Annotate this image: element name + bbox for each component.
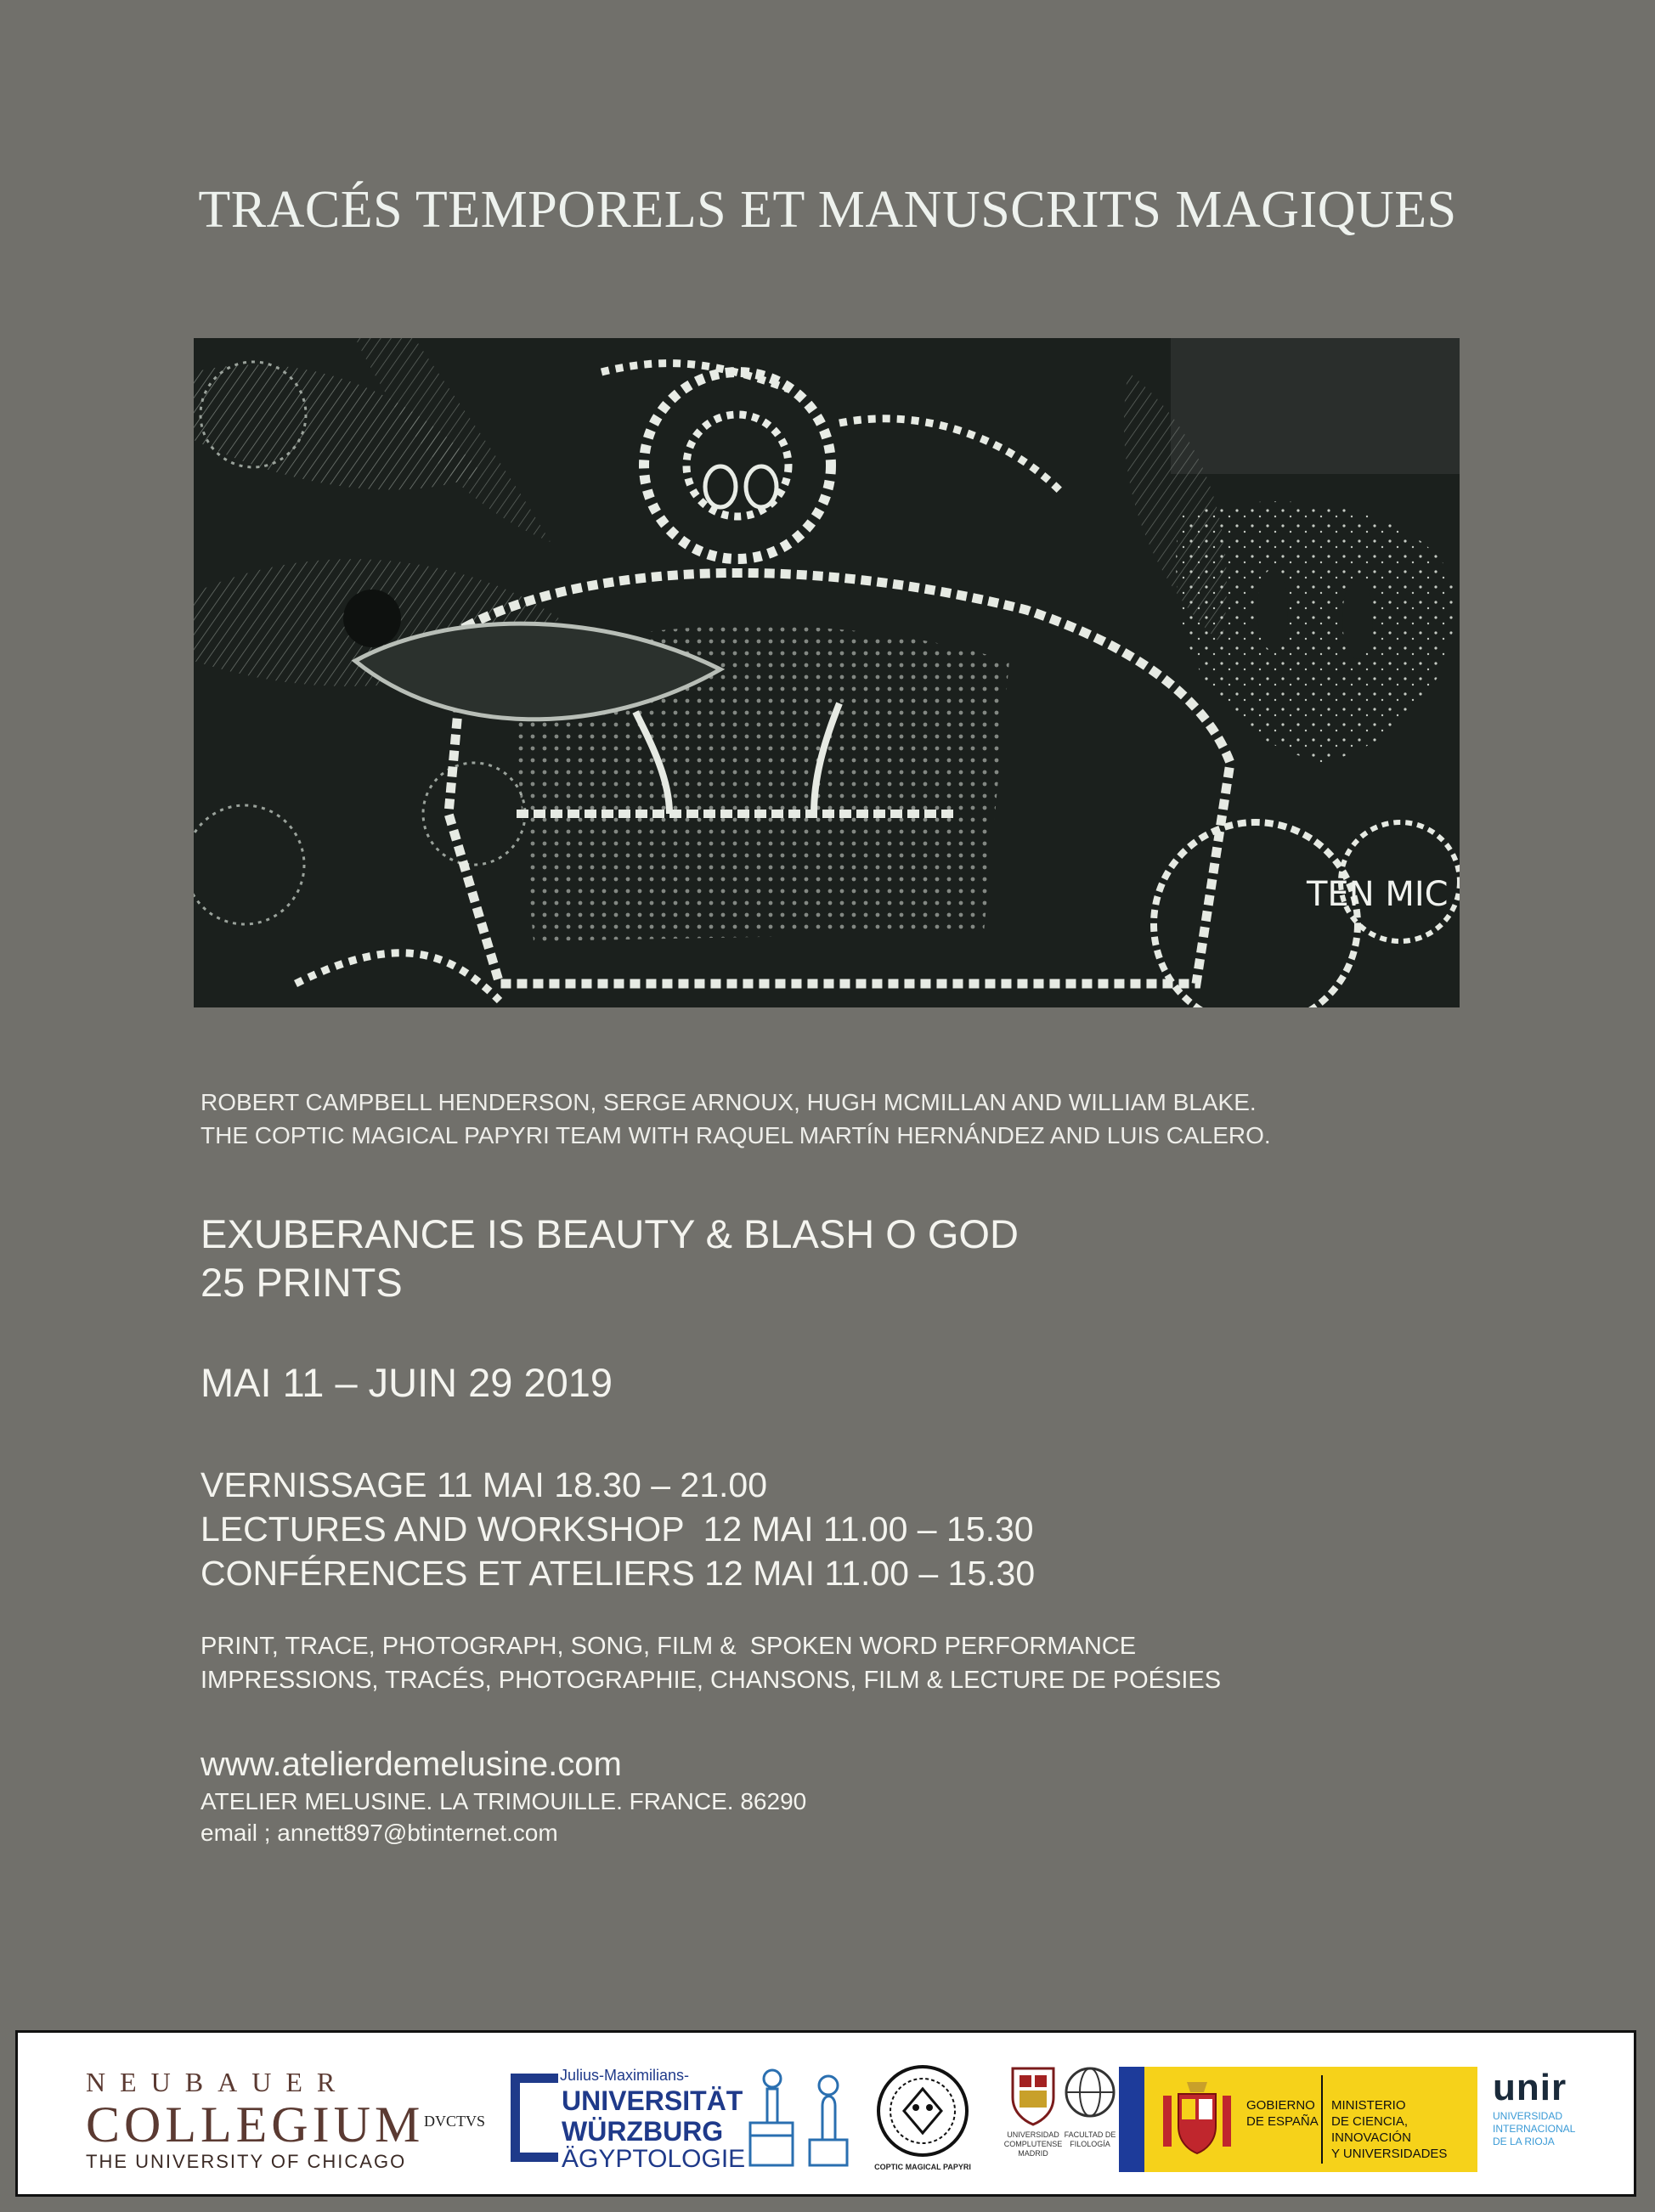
media-line-en: PRINT, TRACE, PHOTOGRAPH, SONG, FILM & SPOKEN WORD PERFORMANCE — [201, 1633, 1137, 1660]
wurzburg-bracket-icon — [511, 2074, 558, 2162]
ministerio-line-1: MINISTERIO — [1331, 2098, 1406, 2113]
credits-line-2: THE COPTIC MAGICAL PAPYRI TEAM WITH RAQUEL MARTÍN HERNÁNDEZ AND LUIS CALERO. — [201, 1122, 1271, 1148]
ucm-line-1: UNIVERSIDAD — [1007, 2130, 1059, 2139]
sponsor-logos — [15, 2030, 1636, 2197]
filologia-line-1: FACULTAD DE — [1064, 2130, 1116, 2139]
media-line-fr: IMPRESSIONS, TRACÉS, PHOTOGRAPHIE, CHANSONS, FILM & LECTURE DE POÉSIES — [201, 1667, 1222, 1694]
unir-line-1: UNIVERSIDAD — [1493, 2110, 1563, 2122]
artwork-print — [194, 338, 1460, 1007]
artwork-caption-text: TEN MIC — [1307, 875, 1449, 914]
show-title: EXUBERANCE IS BEAUTY & BLASH O GOD — [201, 1211, 1019, 1256]
ucm-line-2: COMPLUTENSE — [1003, 2140, 1063, 2148]
filologia-line-2: FILOLOGÍA — [1070, 2140, 1110, 2148]
show-subtitle: 25 PRINTS — [201, 1260, 403, 1305]
media-list — [201, 1629, 1221, 1697]
ministerio-line-3: Y UNIVERSIDADES — [1331, 2147, 1448, 2161]
unir-line-2: INTERNACIONAL — [1493, 2123, 1576, 2135]
ministerio-line-2: DE CIENCIA, INNOVACIÓN — [1331, 2114, 1411, 2145]
unir-logo — [1493, 2067, 1620, 2172]
gobierno-left-text — [1246, 2097, 1319, 2130]
ministerio-text — [1331, 2097, 1477, 2162]
wurzburg-line-2: UNIVERSITÄT — [562, 2085, 743, 2116]
gobierno-left-1: GOBIERNO — [1246, 2098, 1315, 2113]
unir-line-3: DE LA RIOJA — [1493, 2136, 1555, 2147]
wurzburg-line-1: Julius-Maximilians- — [560, 2067, 690, 2084]
website-link[interactable]: www.atelierdemelusine.com — [201, 1746, 622, 1783]
coptic-seal-icon — [875, 2063, 970, 2158]
coptic-label: COPTIC MAGICAL PAPYRI — [874, 2163, 971, 2171]
exhibition-dates: MAI 11 – JUIN 29 2019 — [201, 1360, 613, 1405]
neubauer-bottom: THE UNIVERSITY OF CHICAGO — [86, 2151, 407, 2172]
event-schedule — [201, 1463, 1035, 1595]
gobierno-left-2: DE ESPAÑA — [1246, 2114, 1319, 2129]
exhibition-name — [201, 1210, 1019, 1306]
filologia-globe-icon — [1063, 2063, 1117, 2126]
wurzburg-line-4: ÄGYPTOLOGIE — [562, 2145, 746, 2173]
artwork-illustration — [194, 338, 1460, 1007]
contact-info — [201, 1743, 806, 1848]
artist-credits — [201, 1086, 1271, 1152]
neubauer-top: NEUBAUER — [86, 2067, 350, 2097]
neubauer-mid: COLLEGIUM — [86, 2096, 425, 2153]
dvctvs-mark: DVCTVS — [424, 2113, 486, 2130]
wurzburg-line-3: WÜRZBURG — [562, 2116, 724, 2147]
gobierno-divider — [1321, 2075, 1323, 2164]
event-lectures: LECTURES AND WORKSHOP 12 MAI 11.00 – 15.30 — [201, 1509, 1034, 1549]
poster-title: TRACÉS TEMPORELS ET MANUSCRITS MAGIQUES — [198, 181, 1457, 239]
eu-flag-icon — [1119, 2067, 1144, 2172]
ucm-line-3: MADRID — [1018, 2149, 1048, 2158]
spain-coat-of-arms-icon — [1156, 2079, 1238, 2160]
wurzburg-logo — [511, 2067, 746, 2175]
credits-line-1: ROBERT CAMPBELL HENDERSON, SERGE ARNOUX, HUGH MCMILLAN AND WILLIAM BLAKE. — [201, 1089, 1257, 1115]
address: ATELIER MELUSINE. LA TRIMOUILLE. FRANCE. 86290 — [201, 1788, 807, 1814]
coptic-magical-papyri-logo — [867, 2063, 978, 2182]
egyptian-figures-icon — [742, 2055, 861, 2182]
event-vernissage: VERNISSAGE 11 MAI 18.30 – 21.00 — [201, 1465, 767, 1504]
gobierno-espana-logo — [1119, 2067, 1477, 2172]
event-conferences: CONFÉRENCES ET ATELIERS 12 MAI 11.00 – 15.30 — [201, 1554, 1036, 1593]
unir-wordmark: unir — [1493, 2067, 1567, 2108]
email-address[interactable]: email ; annett897@btinternet.com — [201, 1820, 558, 1846]
